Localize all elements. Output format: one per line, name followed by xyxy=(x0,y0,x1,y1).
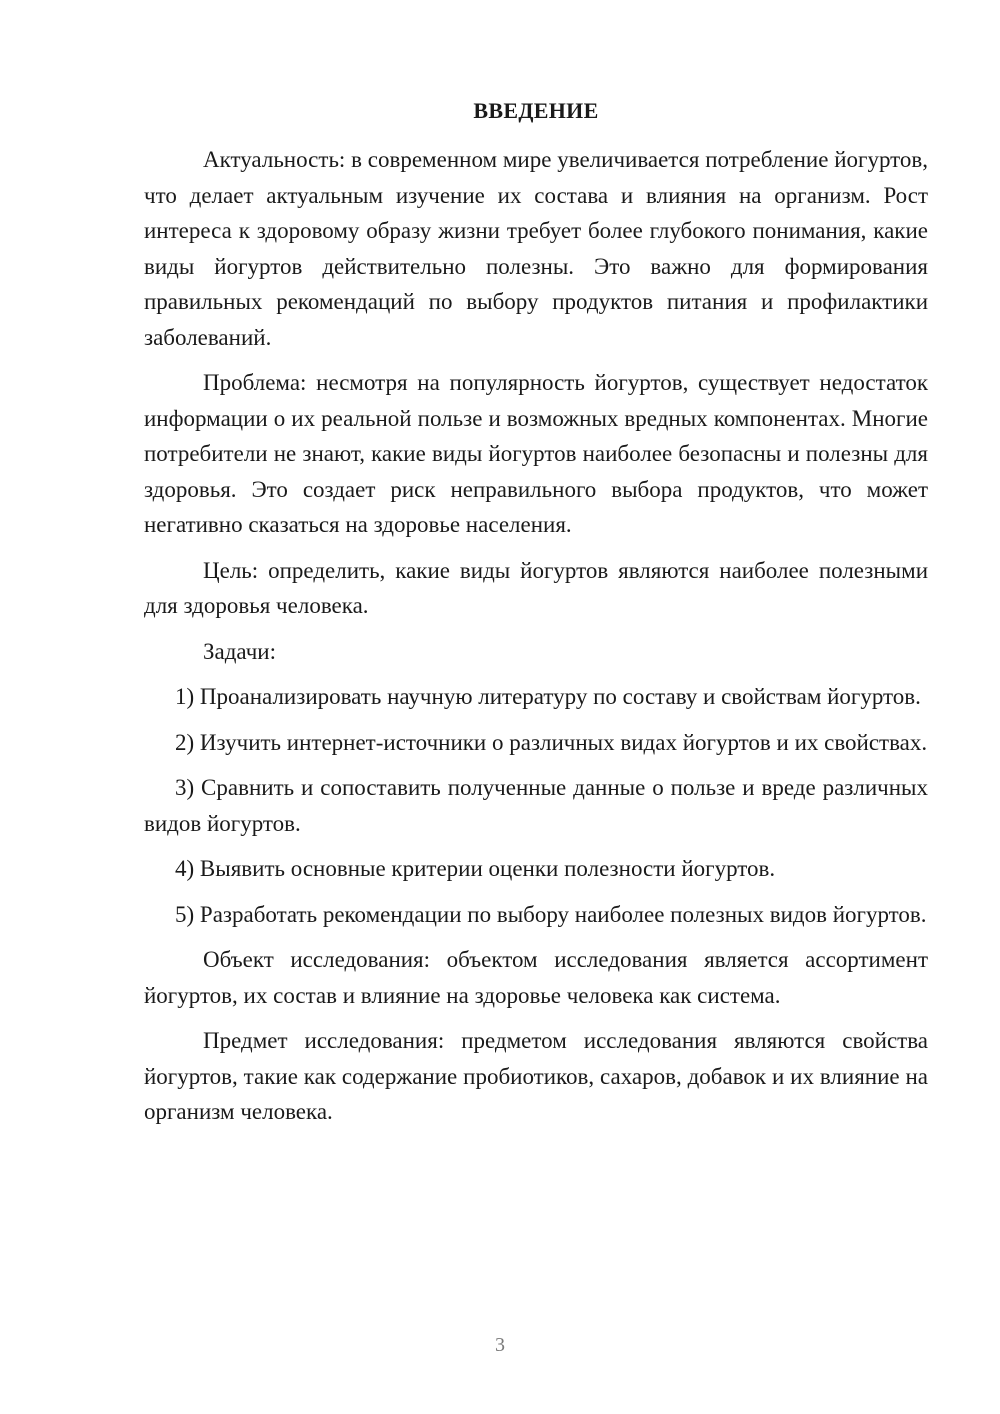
goal-paragraph: Цель: определить, какие виды йогуртов являются наиболее полезными для здоровья человека. xyxy=(144,557,928,618)
problem-paragraph: Проблема: несмотря на популярность йогуртов, существует недостаток информации о их реальной пользе и возможных вредных компонентах. Многие потребители не знают, какие виды йогуртов наиболее безопасны и полезны для здоровья. Это создает риск неправильного выбора продуктов, что может негативно сказаться на здоровье населения. xyxy=(144,370,928,537)
task-item-2: 2) Изучить интернет-источники о различных видах йогуртов и их свойствах. xyxy=(175,729,928,755)
task-item-1: 1) Проанализировать научную литературу по составу и свойствам йогуртов. xyxy=(175,684,921,709)
object-paragraph: Объект исследования: объектом исследования является ассортимент йогуртов, их состав и влияние на здоровье человека как система. xyxy=(144,947,928,1008)
subject-paragraph: Предмет исследования: предметом исследования являются свойства йогуртов, такие как содержание пробиотиков, сахаров, добавок и их влияние на организм человека. xyxy=(144,1028,928,1124)
task-item-4: 4) Выявить основные критерии оценки полезности йогуртов. xyxy=(175,856,776,881)
page-title: ВВЕДЕНИЕ xyxy=(473,98,599,123)
tasks-heading: Задачи: xyxy=(203,638,276,664)
page-number: 3 xyxy=(495,1334,505,1356)
document-body xyxy=(144,142,928,1140)
relevance-paragraph: Актуальность: в современном мире увеличивается потребление йогуртов, что делает актуальным изучение их состава и влияния на организм. Рост интереса к здоровому образу жизни требует более глубокого понимания, какие виды йогуртов действительно полезны. Это важно для формирования правильных рекомендаций по выбору продуктов питания и профилактики заболеваний. xyxy=(144,147,928,350)
task-item-3: 3) Сравнить и сопоставить полученные данные о пользе и вреде различных видов йогуртов. xyxy=(144,775,928,836)
task-item-5: 5) Разработать рекомендации по выбору наиболее полезных видов йогуртов. xyxy=(175,901,927,927)
